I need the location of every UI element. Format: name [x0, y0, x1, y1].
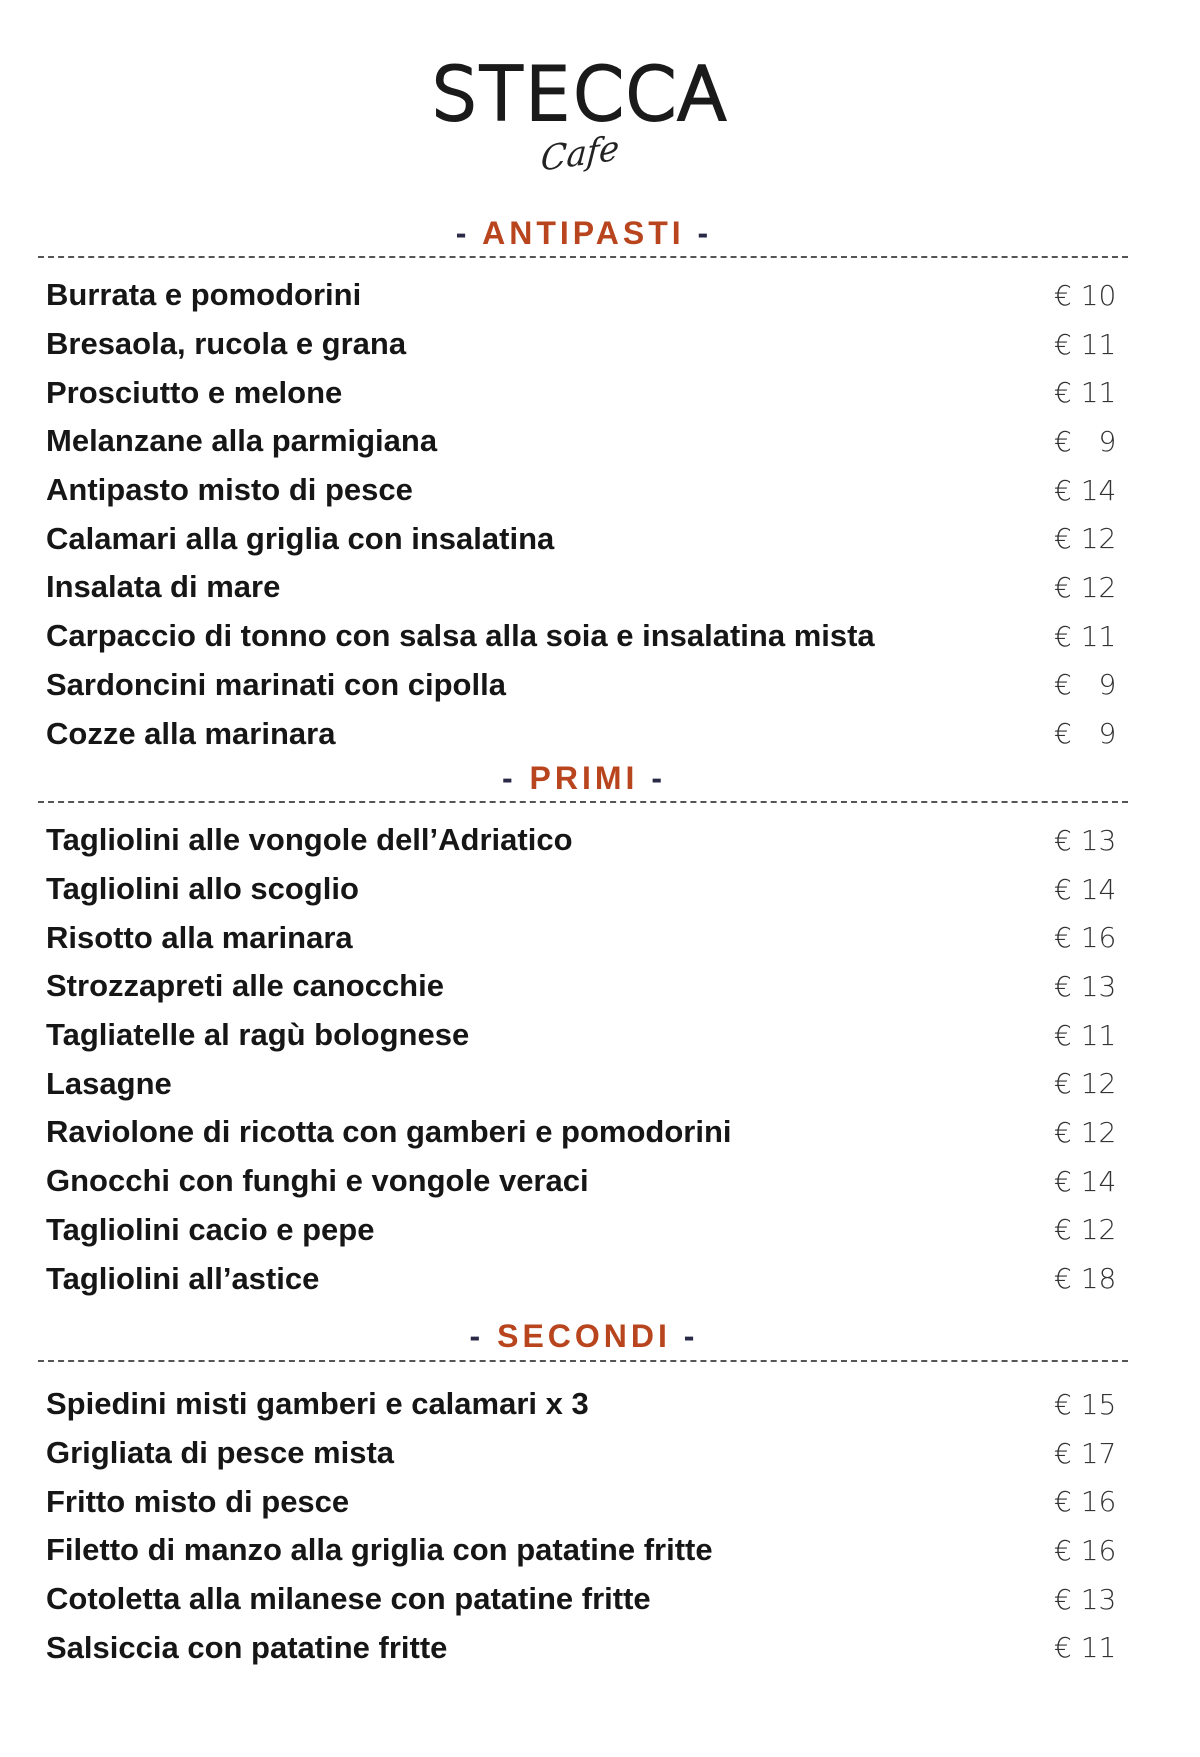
menu-item [46, 962, 1126, 1011]
item-name: Spiedini misti gamberi e calamari x 3 [46, 1386, 589, 1422]
item-price: € 12 [1054, 1213, 1117, 1247]
menu-item [46, 1575, 1126, 1624]
menu-item [46, 1429, 1126, 1478]
menu-item [46, 913, 1126, 962]
menu-item [46, 1157, 1126, 1206]
item-name: Risotto alla marinara [46, 919, 353, 955]
menu-item [46, 1011, 1126, 1060]
item-name: Tagliolini cacio e pepe [46, 1211, 375, 1247]
menu-list-antipasti [46, 271, 1126, 758]
item-price: € 12 [1054, 570, 1117, 604]
item-name: Gnocchi con funghi e vongole veraci [46, 1163, 589, 1199]
item-name: Carpaccio di tonno con salsa alla soia e insalatina mista [46, 618, 875, 654]
item-price: € 12 [1054, 1115, 1117, 1149]
item-price: € 12 [1054, 1067, 1117, 1101]
item-name: Tagliatelle al ragù bolognese [46, 1017, 470, 1053]
item-name: Tagliolini all’astice [46, 1260, 320, 1296]
item-name: Cozze alla marinara [46, 715, 336, 751]
menu-item [46, 368, 1126, 417]
item-price: € 9 [1054, 717, 1117, 751]
item-price: € 13 [1054, 823, 1117, 857]
menu-item [46, 816, 1126, 865]
item-name: Bresaola, rucola e grana [46, 326, 407, 362]
menu-item [46, 865, 1126, 914]
item-name: Tagliolini allo scoglio [46, 871, 359, 907]
logo-subtitle: Cafe [539, 128, 621, 180]
menu-item [46, 1206, 1126, 1255]
section-title: SECONDI [497, 1318, 671, 1354]
item-price: € 11 [1054, 1018, 1117, 1052]
item-name: Raviolone di ricotta con gamberi e pomodorini [46, 1114, 732, 1150]
item-name: Prosciutto e melone [46, 374, 343, 410]
menu-item [46, 1477, 1126, 1526]
item-price: € 14 [1054, 1164, 1117, 1198]
menu-item [46, 661, 1126, 710]
section-divider [38, 1360, 1128, 1362]
menu-item [46, 466, 1126, 515]
menu-list-secondi [46, 1380, 1126, 1672]
menu-item [46, 1623, 1126, 1672]
item-price: € 16 [1054, 1533, 1117, 1567]
menu-item [46, 1526, 1126, 1575]
item-price: € 16 [1054, 1485, 1117, 1519]
item-name: Sardoncini marinati con cipolla [46, 666, 506, 702]
item-price: € 13 [1054, 1582, 1117, 1616]
logo [0, 52, 1160, 180]
section-divider [38, 256, 1128, 258]
section-heading-primi: - PRIMI - [502, 760, 666, 796]
menu-item [46, 709, 1126, 758]
section-heading-antipasti: - ANTIPASTI - [455, 215, 713, 251]
item-name: Antipasto misto di pesce [46, 472, 413, 508]
menu-item [46, 1059, 1126, 1108]
menu-item [46, 320, 1126, 369]
item-price: € 9 [1054, 424, 1117, 458]
menu-item [46, 1380, 1126, 1429]
menu-item [46, 563, 1126, 612]
menu-item [46, 417, 1126, 466]
section-title: ANTIPASTI [482, 215, 685, 251]
item-name: Cotoletta alla milanese con patatine fritte [46, 1581, 651, 1617]
item-name: Melanzane alla parmigiana [46, 423, 438, 459]
item-name: Lasagne [46, 1065, 172, 1101]
item-price: € 10 [1054, 278, 1117, 312]
item-name: Calamari alla griglia con insalatina [46, 520, 555, 556]
item-price: € 11 [1054, 619, 1117, 653]
item-name: Grigliata di pesce mista [46, 1435, 395, 1471]
item-name: Fritto misto di pesce [46, 1483, 350, 1519]
item-price: € 14 [1054, 872, 1117, 906]
section-title: PRIMI [529, 760, 639, 796]
section-divider [38, 801, 1128, 803]
menu-item [46, 271, 1126, 320]
logo-wordmark: STECCA [431, 52, 729, 136]
item-price: € 14 [1054, 473, 1117, 507]
item-price: € 15 [1054, 1387, 1117, 1421]
item-name: Strozzapreti alle canocchie [46, 968, 444, 1004]
menu-item [46, 1254, 1126, 1303]
item-price: € 18 [1054, 1262, 1117, 1296]
item-price: € 12 [1054, 522, 1117, 556]
item-name: Filetto di manzo alla griglia con patatine fritte [46, 1532, 713, 1568]
item-price: € 11 [1054, 376, 1117, 410]
item-price: € 16 [1054, 921, 1117, 955]
item-price: € 9 [1054, 668, 1117, 702]
item-price: € 13 [1054, 969, 1117, 1003]
item-name: Insalata di mare [46, 569, 281, 605]
menu-item [46, 514, 1126, 563]
item-name: Salsiccia con patatine fritte [46, 1629, 448, 1665]
item-price: € 17 [1054, 1436, 1117, 1470]
item-price: € 11 [1054, 1631, 1117, 1665]
menu-list-primi [46, 816, 1126, 1303]
menu-item [46, 612, 1126, 661]
item-name: Burrata e pomodorini [46, 277, 362, 313]
item-name: Tagliolini alle vongole dell’Adriatico [46, 822, 573, 858]
section-heading-secondi: - SECONDI - [469, 1318, 699, 1354]
item-price: € 11 [1054, 327, 1117, 361]
menu-item [46, 1108, 1126, 1157]
